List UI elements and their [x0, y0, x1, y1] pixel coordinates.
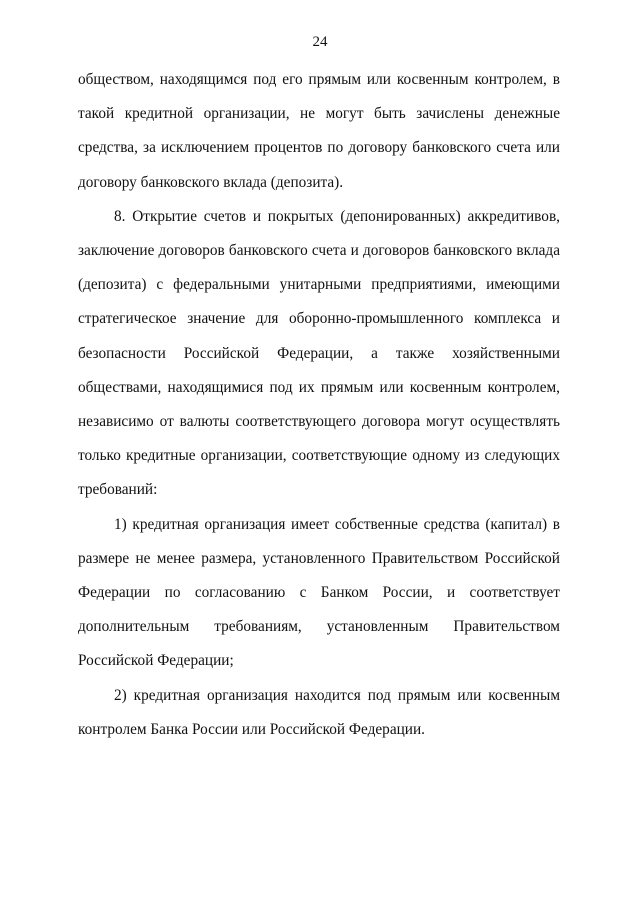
paragraph-subitem-2: 2) кредитная организация находится под прямым или косвенным контролем Банка России или Российской Федерации. — [78, 686, 560, 738]
page-number: 24 — [312, 34, 328, 50]
paragraph-item-8: 8. Открытие счетов и покрытых (депонированных) аккредитивов, заключение договоров банковского счета и договоров банковского вклада (депозита) с федеральными унитарными предприятиями, имеющими стратегическое значение для оборонно-промышленного комплекса и безопасности Российской Федерации, а также хозяйственными обществами, находящимися под их прямым или косвенным контролем, независимо от валюты соответствующего договора могут осуществлять только кредитные организации, соответствующие одному из следующих требований: — [78, 207, 560, 499]
document-body — [78, 63, 560, 747]
paragraph-continuation: обществом, находящимся под его прямым или косвенным контролем, в такой кредитной организации, не могут быть зачислены денежные средства, за исключением процентов по договору банковского счета или договору банковского вклада (депозита). — [78, 71, 560, 191]
paragraph-subitem-1: 1) кредитная организация имеет собственные средства (капитал) в размере не менее размера, установленного Правительством Российской Федерации по согласованию с Банком России, и соответствует дополнительным требованиям, установленным Правительством Российской Федерации; — [78, 515, 560, 670]
